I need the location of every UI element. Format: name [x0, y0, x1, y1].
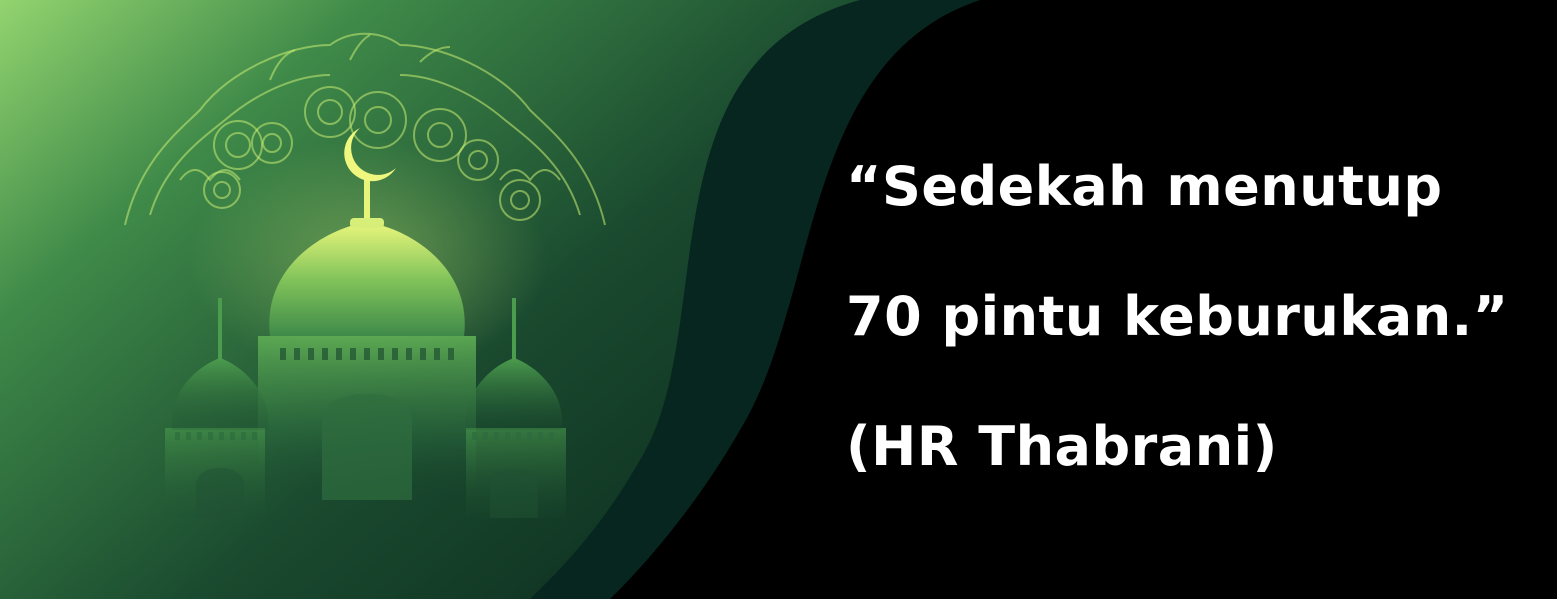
quote-line-2: 70 pintu keburukan.” — [846, 285, 1509, 348]
quote-block — [846, 140, 1536, 530]
quote-source: (HR Thabrani) — [846, 415, 1278, 478]
quote-line-1: “Sedekah menutup — [846, 155, 1443, 218]
